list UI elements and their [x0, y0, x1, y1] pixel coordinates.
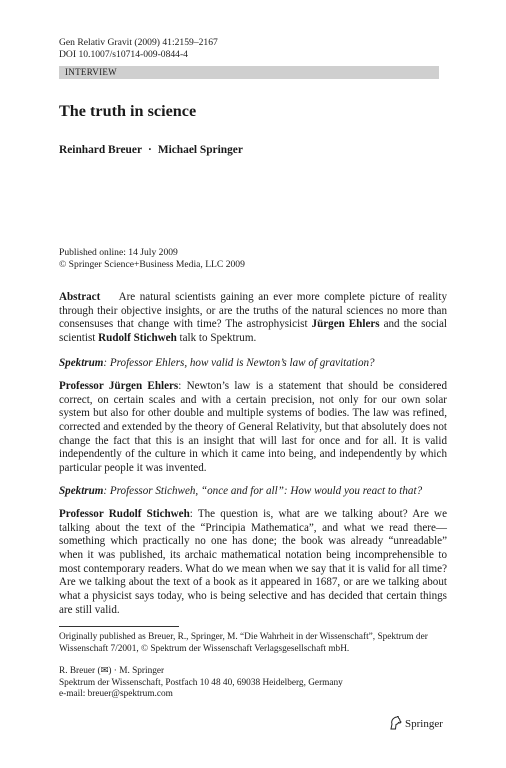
- publication-info: [59, 247, 245, 271]
- journal-citation: Gen Relativ Gravit (2009) 41:2159–2167: [59, 37, 218, 48]
- springer-horse-icon: [389, 716, 402, 730]
- doi: DOI 10.1007/s10714-009-0844-4: [59, 49, 188, 60]
- question-1: [59, 357, 447, 371]
- article-title: The truth in science: [59, 102, 197, 120]
- question-2: [59, 485, 447, 499]
- answer-1: [59, 380, 447, 476]
- abstract-text-1: Are natural scientists gaining an ever more complete picture of reality through their objective insights, or are the truths of the natural sciences no more than consensuses that change with time? The astrophysicist: [59, 291, 447, 331]
- section-banner: [59, 66, 439, 79]
- author-list: [59, 144, 243, 156]
- author-breuer: Reinhard Breuer: [59, 144, 142, 156]
- abstract-label: Abstract: [59, 291, 101, 303]
- contact-info: [59, 666, 343, 701]
- springer-logo: [389, 716, 443, 730]
- contact-email: e-mail: breuer@spektrum.com: [59, 689, 173, 699]
- copyright-notice: © Springer Science+Business Media, LLC 2009: [59, 259, 245, 270]
- published-date: Published online: 14 July 2009: [59, 247, 178, 258]
- abstract-name-stichweh: Rudolf Stichweh: [98, 331, 177, 344]
- footnote: Originally published as Breuer, R., Springer, M. “Die Wahrheit in der Wissenschaft”, Spektrum der Wissenschaft 7/2001, © Spektrum der Wissenschaft Verlagsgesellschaft mbH.: [59, 632, 428, 654]
- contact-names: R. Breuer (✉) · M. Springer: [59, 666, 165, 676]
- answer-2: [59, 508, 447, 617]
- author-springer: Michael Springer: [157, 144, 243, 156]
- answer-text: : Newton’s law is a statement that should be considered correct, on certain scales and with a certain precision, not only for our own solar system but also for other double and multiple systems of bodies. The law was refined, corrected and extended by the theory of General Relativity, but that absolutely does not change the fact that this is an insight that will last for once and for all. It is valid independently of the culture in which it came into being, and independently by which particular people it was invented.: [59, 380, 447, 474]
- contact-address: Spektrum der Wissenschaft, Postfach 10 48 40, 69038 Heidelberg, Germany: [59, 677, 343, 688]
- abstract-text-3: talk to Spektrum.: [176, 331, 257, 344]
- speaker-stichweh: Professor Rudolf Stichweh: [59, 508, 190, 520]
- question-text: : Professor Stichweh, “once and for all”: How would you react to that?: [103, 485, 423, 497]
- abstract: [59, 291, 447, 346]
- speaker-spektrum: Spektrum: [59, 485, 104, 497]
- footnote-rule: [59, 626, 179, 627]
- section-label: INTERVIEW: [65, 67, 117, 77]
- journal-header: [59, 37, 218, 61]
- answer-text: : The question is, what are we talking about? Are we talking about the text of the “Principia Mathematica”, and what we read there—something which practically no one has done; the book was already “unreadable” when it was published, its archaic mathematical notation being incomprehensible to most contemporary readers. What do we mean when we say that it is valid for all time? Are we talking about the text of a book as it appeared in 1687, or are we talking about what a physicist says today, who is being selective and has decided that certain things are still valid.: [59, 508, 447, 616]
- abstract-name-ehlers: Jürgen Ehlers: [311, 318, 380, 331]
- speaker-ehlers: Professor Jürgen Ehlers: [59, 380, 179, 392]
- springer-logo-text: Springer: [405, 718, 443, 730]
- speaker-spektrum: Spektrum: [59, 357, 104, 369]
- author-separator: ·: [148, 144, 152, 156]
- question-text: : Professor Ehlers, how valid is Newton’s law of gravitation?: [103, 357, 375, 369]
- abstract-text-2: and the social scientist: [59, 318, 447, 344]
